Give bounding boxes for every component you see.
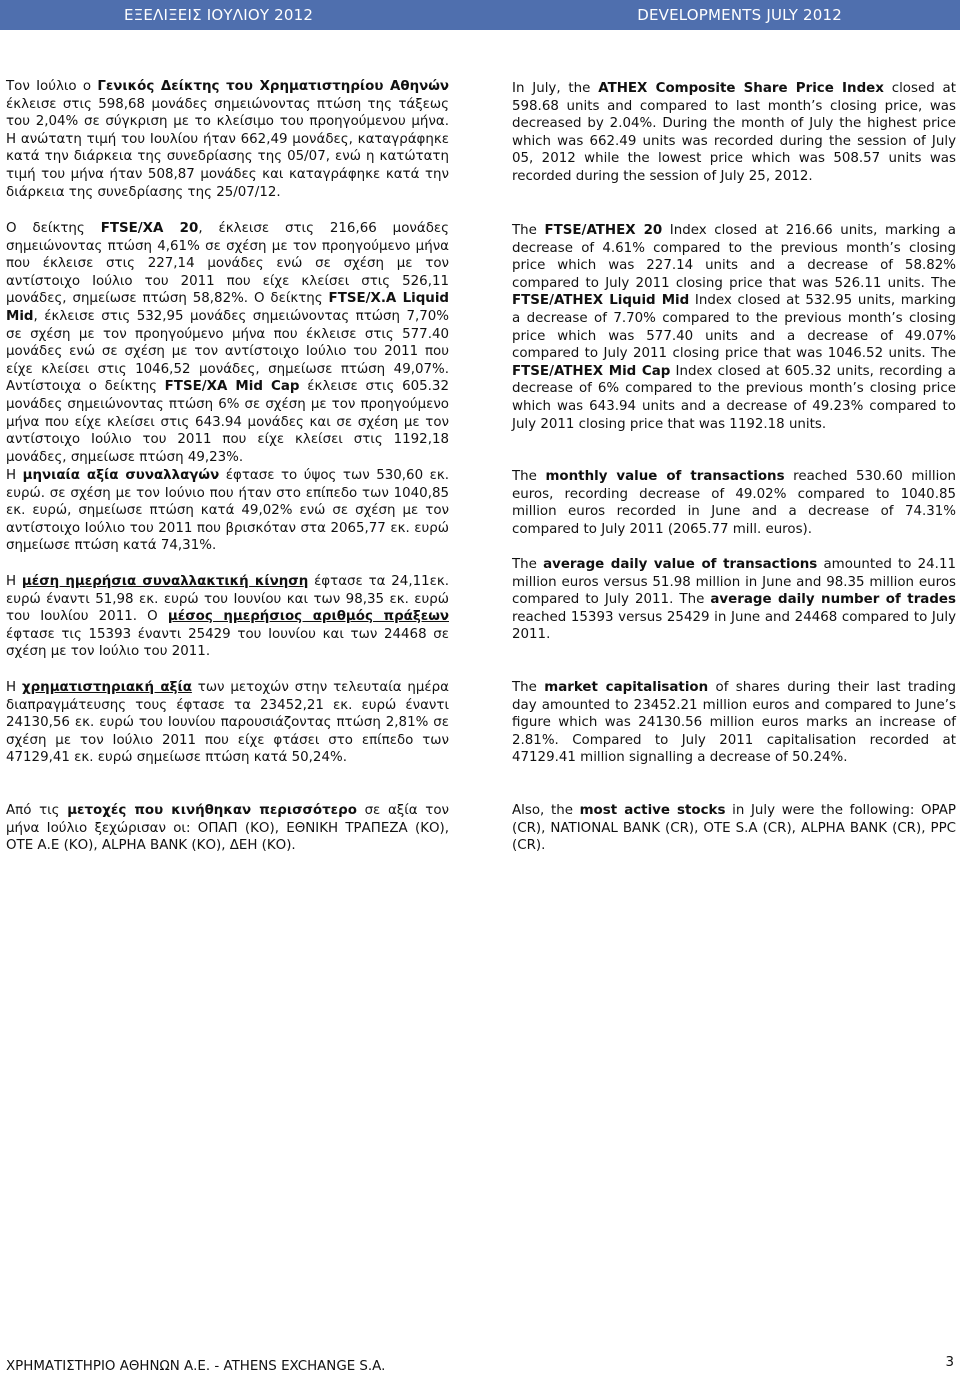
greek-term-ftse-20: FTSE/ΧΑ 20 [100, 221, 199, 236]
greek-term-daily-activity: μέση ημερήσια συναλλακτική κίνηση [21, 574, 309, 589]
greek-paragraph-composite-index: Τον Ιούλιο ο Γενικός Δείκτης του Χρηματιστηρίου Αθηνών έκλεισε στις 598,68 μονάδες σημειώνοντας πτώση της τάξεως του 2,04% σε σύγκριση με το κλείσιμο του προηγούμενου μήνα. Η ανώτατη τιμή του Ιουλίου ήταν 662,49 μονάδες, καταγράφηκε κατά την διάρκεια της συνεδρίασης της 05/07, ενώ η κατώτατη τιμή του μήνα ήταν 508,87 μονάδες και καταγράφηκε κατά την διάρκεια της συνεδρίασης της 25/07/12. [6, 79, 450, 200]
english-paragraph-active-stocks: Also, the most active stocks in July were the following: OPAP (CR), NATIONAL BANK (CR), OTE S.A (CR), ALPHA BANK (CR), PPC (CR). [512, 803, 957, 854]
footer-company-name: ΧΡΗΜΑΤΙΣΤΗΡΙΟ ΑΘΗΝΩΝ Α.Ε. - ATHENS EXCHANGE S.A. [6, 1359, 386, 1374]
page-header-bar [0, 0, 960, 30]
greek-paragraph-daily-trading: Η μέση ημερήσια συναλλακτική κίνηση έφτασε τα 24,11εκ. ευρώ έναντι 51,98 εκ. ευρώ του Ιουνίου και των 98,35 εκ. ευρώ του Ιουλίου 2011. Ο μέσος ημερήσιος αριθμός πράξεων έφτασε τις 15393 έναντι 25429 του Ιουνίου και των 24468 σε σχέση με τον Ιούλιο του 2011. [6, 574, 449, 660]
greek-term-liquid-mid: FTSE/Χ.Α Liquid Mid [6, 291, 449, 324]
greek-paragraph-active-stocks: Από τις μετοχές που κινήθηκαν περισσότερο σε αξία τον μήνα Ιούλιο ξεχώρισαν οι: ΟΠΑΠ (ΚΟ), ΕΘΝΙΚΗ ΤΡΑΠΕΖΑ (ΚΟ), ΟΤΕ Α.Ε (ΚΟ), ALPHA BANK (ΚΟ), ΔΕΗ (ΚΟ). [6, 803, 449, 854]
english-paragraph-composite-index: In July, the ATHEX Composite Share Price Index closed at 598.68 units and compared to last month’s closing price, was decreased by 2.04%. During the month of July the highest price which was 662.49 units was recorded during the session of July 05, 2012 while the lowest price which was 508.57 units was recorded during the session of July 25, 2012. [512, 81, 956, 184]
english-term-composite-index: ATHEX Composite Share Price Index [598, 81, 884, 96]
english-term-daily-trades: average daily number of trades [710, 592, 956, 608]
greek-term-daily-trades: μέσος ημερήσιος αριθμός πράξεων [167, 609, 449, 625]
english-term-liquid-mid: FTSE/ATHEX Liquid Mid [512, 293, 690, 309]
greek-paragraph-ftse-indices: Ο δείκτης FTSE/ΧΑ 20, έκλεισε στις 216,66 μονάδες σημειώνοντας πτώση 4,61% σε σχέση με τον προηγούμενο μήνα που έκλεισε στις 227,14 μονάδες ενώ σε σχέση με τον αντίστοιχο Ιούλιο του 2011 που είχε κλείσει στις 526,11 μονάδες, σημείωσε πτώση 58,82%. Ο δείκτης FTSE/Χ.Α Liquid Mid, έκλεισε στις 532,95 μονάδες σημειώνοντας πτώση 7,70% σε σχέση με τον προηγούμενο μήνα που έκλεισε στις 577.40 μονάδες ενώ σε σχέση με τον αντίστοιχο Ιούλιο του 2011 που είχε κλείσει στις 1046,52 μονάδες, σημείωσε πτώση 49,07%. Αντίστοιχα ο δείκτης FTSE/ΧΑ Mid Cap έκλεισε στις 605.32 μονάδες σημειώνοντας πτώση 6% σε σχέση με τον προηγούμενο μήνα που είχε κλείσει στις 643.94 μονάδες και σε σχέση με τον αντίστοιχο Ιούλιο του 2011 που είχε κλείσει στις 1192,18 μονάδες, σημείωσε πτώση 49,23%. [6, 221, 449, 465]
english-term-active-stocks: most active stocks [579, 803, 726, 818]
greek-term-market-cap: χρηματιστηριακή αξία [21, 680, 192, 695]
english-paragraph-monthly-value: The monthly value of transactions reached 530.60 million euros, recording decrease of 49.02% compared to 1040.85 million euros recorded in June and a decrease of 74.31% compared to July 2011 (2065.77 mill. euros). [512, 469, 956, 537]
greek-paragraph-market-cap: Η χρηματιστηριακή αξία των μετοχών στην τελευταία ημέρα διαπραγμάτευσης τους έφτασε τα 23452,21 εκ. ευρώ έναντι 24130,56 εκ. ευρώ του Ιουνίου παρουσιάζοντας πτώση 2,81% σε σχέση με τον Ιούλιο 2011 που είχε φτάσει στο επίπεδο των 47129,41 εκ. ευρώ σημείωσε πτώση κατά 50,24%. [6, 680, 449, 766]
greek-term-active-stocks: μετοχές που κινήθηκαν περισσότερο [67, 803, 357, 818]
greek-term-monthly-value: μηνιαία αξία συναλλαγών [22, 468, 220, 483]
greek-paragraph-monthly-value: Η μηνιαία αξία συναλλαγών έφτασε το ύψος των 530,60 εκ. ευρώ. σε σχέση με τον Ιούνιο που ήταν στο επίπεδο των 1040,85 εκ. ευρώ, σημείωσε πτώση κατά 49,02% ενώ σε σχέση με τον αντίστοιχο Ιούλιο του 2011 που βρισκόταν στα 2065,77 εκ. ευρώ σημείωσε πτώση κατά 74,31%. [6, 468, 450, 554]
footer-page-number: 3 [945, 1355, 954, 1370]
english-term-market-cap: market capitalisation [544, 680, 709, 695]
english-paragraph-daily-trading: The average daily value of transactions amounted to 24.11 million euros versus 51.98 million in June and 98.35 million euros compared to July 2011. The average daily number of trades reached 15393 versus 25429 in June and 24468 compared to July 2011. [512, 557, 956, 643]
english-paragraph-market-cap: The market capitalisation of shares during their last trading day amounted to 23452.21 million euros and compared to June’s figure which was 24130.56 million euros marks an increase of 2.81%. Compared to July 2011 capitalisation recorded at 47129.41 million signalling a decrease of 50.24%. [512, 680, 957, 766]
english-paragraph-ftse-indices: The FTSE/ATHEX 20 Index closed at 216.66 units, marking a decrease of 4.61% compared to the previous month’s closing price which was 227.14 units and a decrease of 58.82% compared to July 2011 closing price that was 526.11 units. The FTSE/ATHEX Liquid Mid Index closed at 532.95 units, marking a decrease of 7.70% compared to the previous month’s closing price which was 577.40 units and a decrease of 49.07% compared to July 2011 closing price that was 1046.52 units. The FTSE/ATHEX Mid Cap Index closed at 605.32 units, recording a decrease of 6% compared to the previous month’s closing price which was 643.94 units and a decrease of 49.23% compared to July 2011 closing price that was 1192.18 units. [512, 223, 956, 432]
header-title-greek: ΕΞΕΛΙΞΕΙΣ ΙΟΥΛΙΟΥ 2012 [124, 6, 314, 24]
english-term-ftse-20: FTSE/ATHEX 20 [544, 223, 663, 238]
greek-term-general-index: Γενικός Δείκτης του Χρηματιστηρίου Αθηνών [97, 79, 450, 94]
english-term-daily-value: average daily value of transactions [543, 557, 818, 572]
english-term-mid-cap: FTSE/ATHEX Mid Cap [512, 363, 671, 379]
greek-term-mid-cap: FTSE/ΧΑ Mid Cap [164, 379, 300, 395]
header-title-english: DEVELOPMENTS JULY 2012 [637, 6, 842, 24]
english-term-monthly-value: monthly value of transactions [545, 469, 785, 484]
